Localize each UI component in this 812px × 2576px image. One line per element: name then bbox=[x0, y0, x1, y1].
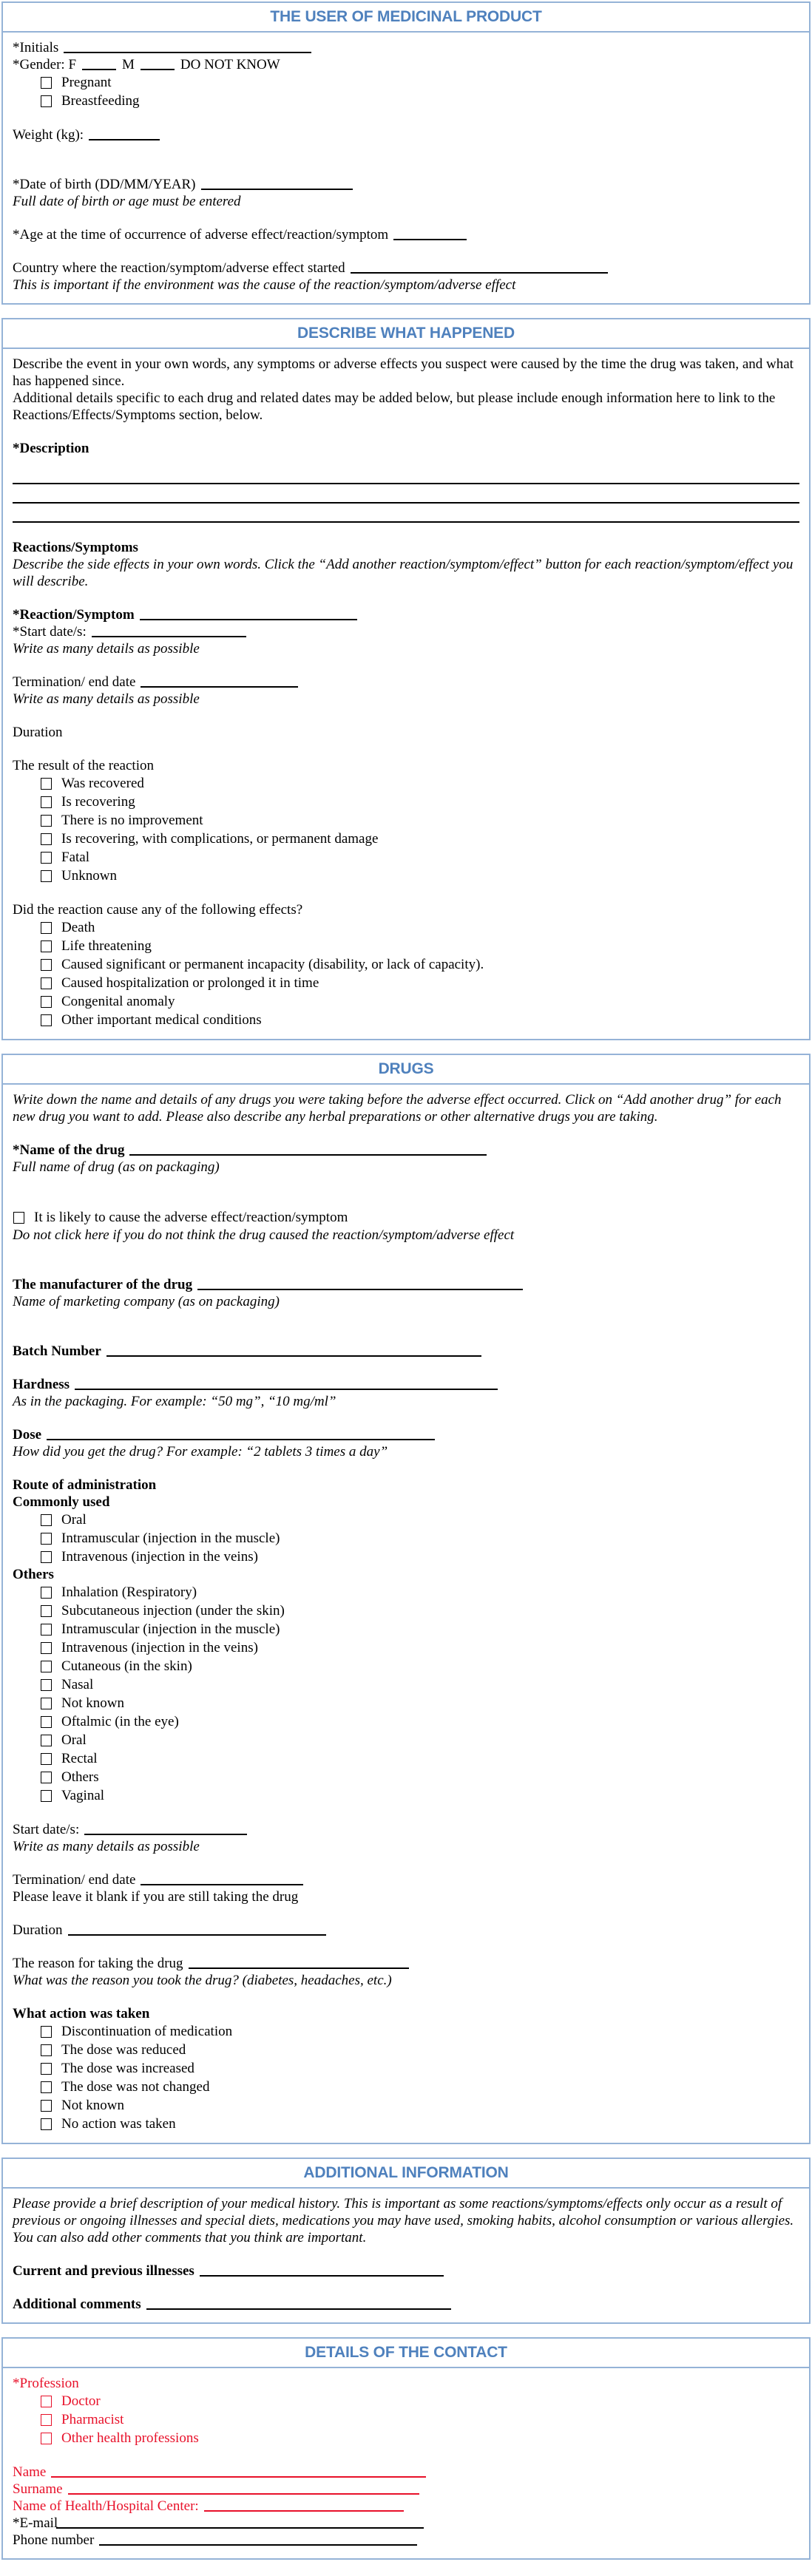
hint-text: Write as many details as possible bbox=[13, 641, 200, 657]
checkbox-row-oftalmic-in-the-eye bbox=[13, 1712, 799, 1731]
label-text: Others bbox=[13, 1567, 54, 1582]
label-text: Commonly used bbox=[13, 1494, 110, 1510]
label-text: Reactions/Symptoms bbox=[13, 540, 138, 555]
checkbox-row-breastfeeding bbox=[13, 92, 799, 110]
hint-text: This is important if the environment was the cause of the reaction/symptom/adverse effect bbox=[13, 277, 516, 293]
field-reaction-symptom bbox=[13, 606, 799, 623]
checkbox-cutaneous-in-the-skin[interactable] bbox=[41, 1661, 52, 1672]
section-additional-information bbox=[1, 2158, 811, 2324]
checkbox-row-pharmacist bbox=[13, 2410, 799, 2429]
checkbox-label: Pregnant bbox=[61, 74, 112, 90]
checkbox-it-is-likely-to-cause-the-adverse-effect[interactable] bbox=[13, 1212, 24, 1224]
label-text: *Profession bbox=[13, 2376, 79, 2391]
checkbox-row-subcutaneous-injection-under-the-skin bbox=[13, 1601, 799, 1620]
field-batch-number bbox=[13, 1343, 799, 1360]
checkbox-the-dose-was-reduced[interactable] bbox=[41, 2044, 52, 2056]
write-in-line[interactable] bbox=[13, 465, 799, 484]
spacer bbox=[13, 741, 799, 757]
checkbox-label: Death bbox=[61, 919, 95, 935]
spacer bbox=[13, 1460, 799, 1477]
checkbox-there-is-no-improvement[interactable] bbox=[41, 815, 52, 827]
field-input-line[interactable] bbox=[51, 2475, 426, 2478]
field-current-and-previous-illnesses bbox=[13, 2263, 799, 2280]
checkbox-was-recovered[interactable] bbox=[41, 778, 52, 790]
checkbox-the-dose-was-not-changed[interactable] bbox=[41, 2081, 52, 2093]
field-input-line[interactable] bbox=[351, 271, 608, 274]
field-input-line[interactable] bbox=[82, 67, 116, 70]
checkbox-other-health-professions[interactable] bbox=[41, 2433, 52, 2444]
spacer bbox=[13, 243, 799, 260]
spacer bbox=[13, 657, 799, 674]
checkbox-rectal[interactable] bbox=[41, 1753, 52, 1765]
checkbox-doctor[interactable] bbox=[41, 2396, 52, 2407]
checkbox-row-oral bbox=[13, 1511, 799, 1529]
section-header-describe-what-happened bbox=[3, 319, 809, 349]
field-input-line[interactable] bbox=[56, 2526, 424, 2529]
label-text: *Description bbox=[13, 441, 89, 456]
field-input-line[interactable] bbox=[75, 1387, 498, 1390]
hint-text: Do not click here if you do not think the drug caused the reaction/symptom/adverse effect bbox=[13, 1227, 515, 1243]
field-input-line[interactable] bbox=[141, 67, 175, 70]
field-input-line[interactable] bbox=[129, 1153, 487, 1156]
field-label: Name bbox=[13, 2464, 47, 2480]
checkbox-row-pregnant bbox=[13, 73, 799, 92]
label-text: Duration bbox=[13, 725, 63, 740]
field-input-line[interactable] bbox=[99, 2543, 417, 2546]
field-input-line[interactable] bbox=[141, 685, 298, 688]
spacer bbox=[13, 885, 799, 901]
checkbox-others[interactable] bbox=[41, 1772, 52, 1783]
checkbox-row-life-threatening bbox=[13, 937, 799, 955]
spacer bbox=[13, 1905, 799, 1922]
checkbox-row-caused-hospitalization-or-prolonged-it-i bbox=[13, 974, 799, 992]
checkbox-label: Life threatening bbox=[61, 938, 152, 954]
checkbox-row-it-is-likely-to-cause-the-adverse-effect bbox=[13, 1208, 799, 1227]
checkbox-breastfeeding[interactable] bbox=[41, 95, 52, 107]
checkbox-pharmacist[interactable] bbox=[41, 2414, 52, 2426]
checkbox-label: The dose was not changed bbox=[61, 2078, 210, 2095]
hint-text: As in the packaging. For example: “50 mg”, “10 mg/ml” bbox=[13, 1394, 336, 1409]
checkbox-row-is-recovering bbox=[13, 793, 799, 811]
field-label: Country where the reaction/symptom/adverse effect started bbox=[13, 260, 345, 276]
checkbox-oral[interactable] bbox=[41, 1735, 52, 1746]
spacer bbox=[13, 1410, 799, 1426]
checkbox-label: It is likely to cause the adverse effect/reaction/symptom bbox=[34, 1209, 348, 1225]
spacer bbox=[13, 1805, 799, 1821]
hint-text: Write as many details as possible bbox=[13, 691, 200, 707]
field-input-line[interactable] bbox=[201, 187, 353, 190]
checkbox-label: Not known bbox=[61, 1695, 124, 1711]
spacer bbox=[13, 590, 799, 606]
field-input-line[interactable] bbox=[92, 634, 246, 637]
label-text: Route of administration bbox=[13, 1477, 157, 1493]
checkbox-label: Not known bbox=[61, 2097, 124, 2113]
checkbox-label: The dose was increased bbox=[61, 2060, 194, 2076]
field-hardness bbox=[13, 1376, 799, 1393]
checkbox-is-recovering[interactable] bbox=[41, 796, 52, 808]
field-label: *Name of the drug bbox=[13, 1142, 125, 1158]
hint-text: What was the reason you took the drug? (diabetes, headaches, etc.) bbox=[13, 1973, 392, 1988]
checkbox-row-vaginal bbox=[13, 1786, 799, 1805]
field-name-of-the-drug bbox=[13, 1142, 799, 1159]
hint-text: How did you get the drug? For example: “2 tablets 3 times a day” bbox=[13, 1444, 388, 1460]
checkbox-label: Breastfeeding bbox=[61, 92, 140, 109]
spacer bbox=[13, 1244, 799, 1276]
checkbox-label: Caused hospitalization or prolonged it in time bbox=[61, 975, 319, 991]
hint-text: Name of marketing company (as on packaging) bbox=[13, 1294, 280, 1309]
spacer bbox=[13, 1310, 799, 1343]
checkbox-label: Congenital anomaly bbox=[61, 993, 175, 1009]
checkbox-row-discontinuation-of-medication bbox=[13, 2022, 799, 2041]
field-input-line[interactable] bbox=[189, 1966, 409, 1969]
checkbox-label: Vaginal bbox=[61, 1787, 105, 1803]
spacer bbox=[13, 1125, 799, 1142]
field-start-date-s bbox=[13, 1821, 799, 1838]
checkbox-death[interactable] bbox=[41, 922, 52, 934]
checkbox-life-threatening[interactable] bbox=[41, 940, 52, 952]
checkbox-caused-hospitalization-or-prolonged-it-i[interactable] bbox=[41, 977, 52, 989]
checkbox-row-not-known bbox=[13, 2096, 799, 2115]
section-body-details-of-the-contact bbox=[3, 2368, 809, 2558]
checkbox-oftalmic-in-the-eye[interactable] bbox=[41, 1716, 52, 1728]
checkbox-row-the-dose-was-increased bbox=[13, 2059, 799, 2078]
checkbox-label: Discontinuation of medication bbox=[61, 2023, 233, 2039]
checkbox-the-dose-was-increased[interactable] bbox=[41, 2063, 52, 2075]
hint-text: Full date of birth or age must be entered bbox=[13, 194, 241, 209]
spacer bbox=[13, 523, 799, 539]
checkbox-label: Intravenous (injection in the veins) bbox=[61, 1639, 258, 1655]
field-duration bbox=[13, 1922, 799, 1939]
checkbox-label: Pharmacist bbox=[61, 2411, 124, 2427]
checkbox-no-action-was-taken[interactable] bbox=[41, 2118, 52, 2130]
checkbox-row-cutaneous-in-the-skin bbox=[13, 1657, 799, 1675]
checkbox-intramuscular-injection-in-the-muscle[interactable] bbox=[41, 1533, 52, 1545]
field-input-line[interactable] bbox=[89, 138, 160, 140]
field-input-line[interactable] bbox=[64, 50, 311, 53]
section-title-additional-information: ADDITIONAL INFORMATION bbox=[303, 2164, 509, 2181]
field-gender bbox=[13, 56, 799, 73]
field-input-line[interactable] bbox=[84, 1832, 247, 1835]
checkbox-label: Other health professions bbox=[61, 2430, 199, 2446]
checkbox-not-known[interactable] bbox=[41, 2100, 52, 2112]
checkbox-label: Other important medical conditions bbox=[61, 1011, 262, 1028]
checkbox-row-there-is-no-improvement bbox=[13, 811, 799, 830]
field-label: Duration bbox=[13, 1922, 63, 1938]
section-header-additional-information bbox=[3, 2159, 809, 2189]
field-label: *Initials bbox=[13, 40, 59, 55]
checkbox-inhalation-respiratory[interactable] bbox=[41, 1587, 52, 1599]
checkbox-label: Is recovering bbox=[61, 793, 135, 810]
checkbox-intravenous-injection-in-the-veins[interactable] bbox=[41, 1642, 52, 1654]
field-e-mail bbox=[13, 2515, 799, 2532]
section-body-additional-information bbox=[3, 2189, 809, 2322]
label-text: Please leave it blank if you are still taking the drug bbox=[13, 1889, 299, 1905]
spacer bbox=[13, 1939, 799, 1955]
spacer bbox=[13, 708, 799, 724]
checkbox-label: Oral bbox=[61, 1732, 87, 1748]
spacer bbox=[13, 1360, 799, 1376]
field-input-line[interactable] bbox=[68, 2492, 419, 2495]
field-label: DO NOT KNOW bbox=[180, 57, 280, 72]
field-label: *Date of birth (DD/MM/YEAR) bbox=[13, 177, 196, 192]
checkbox-label: No action was taken bbox=[61, 2115, 176, 2132]
checkbox-unknown[interactable] bbox=[41, 870, 52, 882]
checkbox-label: Nasal bbox=[61, 1676, 94, 1692]
field-weight-kg bbox=[13, 126, 799, 143]
checkbox-row-death bbox=[13, 918, 799, 937]
checkbox-row-not-known bbox=[13, 1694, 799, 1712]
field-label: Start date/s: bbox=[13, 1822, 80, 1837]
field-label: Surname bbox=[13, 2481, 63, 2497]
field-label: Hardness bbox=[13, 1377, 70, 1392]
field-label: Additional comments bbox=[13, 2297, 141, 2312]
field-additional-comments bbox=[13, 2296, 799, 2313]
checkbox-label: Others bbox=[61, 1769, 99, 1785]
field-country-where-the-reaction-symptom-adver bbox=[13, 260, 799, 277]
checkbox-label: Rectal bbox=[61, 1750, 98, 1766]
checkbox-row-unknown bbox=[13, 867, 799, 885]
section-title-details-of-the-contact: DETAILS OF THE CONTACT bbox=[305, 2344, 507, 2361]
field-input-line[interactable] bbox=[141, 1882, 303, 1885]
field-label: Weight (kg): bbox=[13, 127, 84, 143]
checkbox-row-rectal bbox=[13, 1749, 799, 1768]
checkbox-label: Doctor bbox=[61, 2393, 101, 2409]
field-label: Termination/ end date bbox=[13, 674, 136, 690]
field-input-line[interactable] bbox=[204, 2509, 404, 2512]
field-input-line[interactable] bbox=[146, 2307, 451, 2310]
write-in-line[interactable] bbox=[13, 484, 799, 504]
checkbox-label: Is recovering, with complications, or permanent damage bbox=[61, 830, 379, 847]
checkbox-label: Caused significant or permanent incapacity (disability, or lack of capacity). bbox=[61, 956, 484, 972]
checkbox-row-is-recovering-with-complications-or-perm bbox=[13, 830, 799, 848]
checkbox-label: Oftalmic (in the eye) bbox=[61, 1713, 179, 1729]
label-text: Did the reaction cause any of the following effects? bbox=[13, 902, 303, 918]
checkbox-row-intravenous-injection-in-the-veins bbox=[13, 1548, 799, 1566]
field-surname bbox=[13, 2481, 799, 2498]
hint-text: Write down the name and details of any drugs you were taking before the adverse effect occurred. Click on “Add another drug” for each new drug you want to add. Please also describe any herbal preparations or other alternative drugs you are taking. bbox=[13, 1092, 782, 1125]
spacer bbox=[13, 1855, 799, 1871]
section-body-user-of-medicinal-product bbox=[3, 33, 809, 303]
checkbox-row-inhalation-respiratory bbox=[13, 1583, 799, 1601]
write-in-line[interactable] bbox=[13, 504, 799, 523]
checkbox-not-known[interactable] bbox=[41, 1698, 52, 1709]
section-header-details-of-the-contact bbox=[3, 2339, 809, 2368]
checkbox-intravenous-injection-in-the-veins[interactable] bbox=[41, 1551, 52, 1563]
field-label: M bbox=[122, 57, 135, 72]
spacer bbox=[13, 110, 799, 126]
checkbox-row-intravenous-injection-in-the-veins bbox=[13, 1638, 799, 1657]
field-start-date-s bbox=[13, 623, 799, 640]
label-text: Describe the event in your own words, any symptoms or adverse effects you suspect were caused by the time the drug was taken, and what has happened since. bbox=[13, 356, 794, 389]
spacer bbox=[13, 210, 799, 226]
checkbox-row-doctor bbox=[13, 2392, 799, 2410]
field-label: *Reaction/Symptom bbox=[13, 607, 135, 623]
field-input-line[interactable] bbox=[106, 1354, 481, 1357]
field-input-line[interactable] bbox=[68, 1933, 326, 1936]
checkbox-label: Fatal bbox=[61, 849, 89, 865]
section-details-of-the-contact bbox=[1, 2337, 811, 2560]
checkbox-oral[interactable] bbox=[41, 1514, 52, 1526]
checkbox-label: Subcutaneous injection (under the skin) bbox=[61, 1602, 285, 1619]
field-input-line[interactable] bbox=[140, 617, 357, 620]
checkbox-label: Inhalation (Respiratory) bbox=[61, 1584, 197, 1600]
checkbox-congenital-anomaly[interactable] bbox=[41, 996, 52, 1008]
spacer bbox=[13, 2246, 799, 2263]
checkbox-row-other-important-medical-conditions bbox=[13, 1011, 799, 1029]
hint-text: Describe the side effects in your own words. Click the “Add another reaction/symptom/effect” button for each reaction/symptom/effect you will describe. bbox=[13, 557, 794, 589]
field-name bbox=[13, 2464, 799, 2481]
field-label: *E-mail bbox=[13, 2515, 58, 2531]
field-label: Phone number bbox=[13, 2532, 95, 2548]
checkbox-label: Unknown bbox=[61, 867, 117, 884]
section-title-describe-what-happened: DESCRIBE WHAT HAPPENED bbox=[297, 325, 515, 342]
section-drugs bbox=[1, 1054, 811, 2144]
checkbox-row-no-action-was-taken bbox=[13, 2115, 799, 2133]
checkbox-caused-significant-or-permanent-incapaci[interactable] bbox=[41, 959, 52, 971]
checkbox-label: The dose was reduced bbox=[61, 2041, 186, 2058]
field-label: The reason for taking the drug bbox=[13, 1956, 183, 1971]
checkbox-row-fatal bbox=[13, 848, 799, 867]
field-dose bbox=[13, 1426, 799, 1443]
section-title-user-of-medicinal-product: THE USER OF MEDICINAL PRODUCT bbox=[270, 8, 542, 25]
checkbox-label: Intramuscular (injection in the muscle) bbox=[61, 1530, 280, 1546]
section-body-drugs bbox=[3, 1085, 809, 2143]
hint-text: Full name of drug (as on packaging) bbox=[13, 1159, 220, 1175]
spacer bbox=[13, 1176, 799, 1208]
field-label: Name of Health/Hospital Center: bbox=[13, 2498, 199, 2514]
label-text: Additional details specific to each drug and related dates may be added below, but please include enough information here to link to the Reactions/Effects/Symptoms section, below. bbox=[13, 390, 776, 423]
field-label: Current and previous illnesses bbox=[13, 2263, 194, 2279]
section-body-describe-what-happened bbox=[3, 349, 809, 1039]
section-describe-what-happened bbox=[1, 318, 811, 1040]
checkbox-row-was-recovered bbox=[13, 774, 799, 793]
field-label: The manufacturer of the drug bbox=[13, 1277, 193, 1292]
checkbox-row-others bbox=[13, 1768, 799, 1786]
spacer bbox=[13, 424, 799, 440]
checkbox-nasal[interactable] bbox=[41, 1679, 52, 1691]
field-label: *Age at the time of occurrence of adverse effect/reaction/symptom bbox=[13, 227, 389, 243]
checkbox-label: There is no improvement bbox=[61, 812, 203, 828]
field-name-of-health-hospital-center bbox=[13, 2498, 799, 2515]
checkbox-subcutaneous-injection-under-the-skin[interactable] bbox=[41, 1605, 52, 1617]
hint-text: Please provide a brief description of your medical history. This is important as some reactions/symptoms/effects only occur as a result of previous or ongoing illnesses and special diets, medications you may have used, smoking habits, alcohol consumption or various allergies. You can also add other comments that you think are important. bbox=[13, 2196, 794, 2245]
checkbox-row-intramuscular-injection-in-the-muscle bbox=[13, 1529, 799, 1548]
spacer bbox=[13, 2280, 799, 2296]
checkbox-row-congenital-anomaly bbox=[13, 992, 799, 1011]
field-the-manufacturer-of-the-drug bbox=[13, 1276, 799, 1293]
field-label: Termination/ end date bbox=[13, 1872, 136, 1888]
hint-text: Write as many details as possible bbox=[13, 1839, 200, 1854]
checkbox-row-the-dose-was-reduced bbox=[13, 2041, 799, 2059]
field-age-at-the-time-of-occurrence-of-adverse bbox=[13, 226, 799, 243]
checkbox-pregnant[interactable] bbox=[41, 77, 52, 89]
checkbox-other-important-medical-conditions[interactable] bbox=[41, 1014, 52, 1026]
checkbox-row-caused-significant-or-permanent-incapaci bbox=[13, 955, 799, 974]
checkbox-intramuscular-injection-in-the-muscle[interactable] bbox=[41, 1624, 52, 1636]
section-title-drugs: DRUGS bbox=[378, 1060, 434, 1077]
checkbox-fatal[interactable] bbox=[41, 852, 52, 864]
checkbox-row-the-dose-was-not-changed bbox=[13, 2078, 799, 2096]
checkbox-vaginal[interactable] bbox=[41, 1790, 52, 1802]
field-label: Batch Number bbox=[13, 1343, 101, 1359]
field-phone-number bbox=[13, 2532, 799, 2549]
field-initials bbox=[13, 39, 799, 56]
checkbox-label: Oral bbox=[61, 1511, 87, 1528]
checkbox-label: Intravenous (injection in the veins) bbox=[61, 1548, 258, 1565]
field-date-of-birth-dd-mm-year bbox=[13, 176, 799, 193]
field-input-line[interactable] bbox=[200, 2274, 444, 2277]
label-text: The result of the reaction bbox=[13, 758, 154, 773]
section-header-drugs bbox=[3, 1055, 809, 1085]
field-input-line[interactable] bbox=[393, 237, 467, 240]
section-user-of-medicinal-product bbox=[1, 1, 811, 305]
field-label: *Gender: F bbox=[13, 57, 77, 72]
field-termination-end-date bbox=[13, 1871, 799, 1888]
field-termination-end-date bbox=[13, 674, 799, 691]
checkbox-row-oral bbox=[13, 1731, 799, 1749]
checkbox-row-other-health-professions bbox=[13, 2429, 799, 2447]
spacer bbox=[13, 143, 799, 176]
field-input-line[interactable] bbox=[47, 1437, 435, 1440]
label-text: What action was taken bbox=[13, 2006, 150, 2021]
field-the-reason-for-taking-the-drug bbox=[13, 1955, 799, 1972]
checkbox-discontinuation-of-medication[interactable] bbox=[41, 2026, 52, 2038]
spacer bbox=[13, 2447, 799, 2464]
checkbox-label: Intramuscular (injection in the muscle) bbox=[61, 1621, 280, 1637]
spacer bbox=[13, 457, 799, 465]
spacer bbox=[13, 1989, 799, 2005]
field-label: *Start date/s: bbox=[13, 624, 87, 640]
checkbox-label: Cutaneous (in the skin) bbox=[61, 1658, 192, 1674]
checkbox-label: Was recovered bbox=[61, 775, 144, 791]
checkbox-is-recovering-with-complications-or-perm[interactable] bbox=[41, 833, 52, 845]
section-header-user-of-medicinal-product bbox=[3, 3, 809, 33]
field-label: Dose bbox=[13, 1427, 42, 1443]
checkbox-row-intramuscular-injection-in-the-muscle bbox=[13, 1620, 799, 1638]
checkbox-row-nasal bbox=[13, 1675, 799, 1694]
field-input-line[interactable] bbox=[197, 1287, 523, 1290]
